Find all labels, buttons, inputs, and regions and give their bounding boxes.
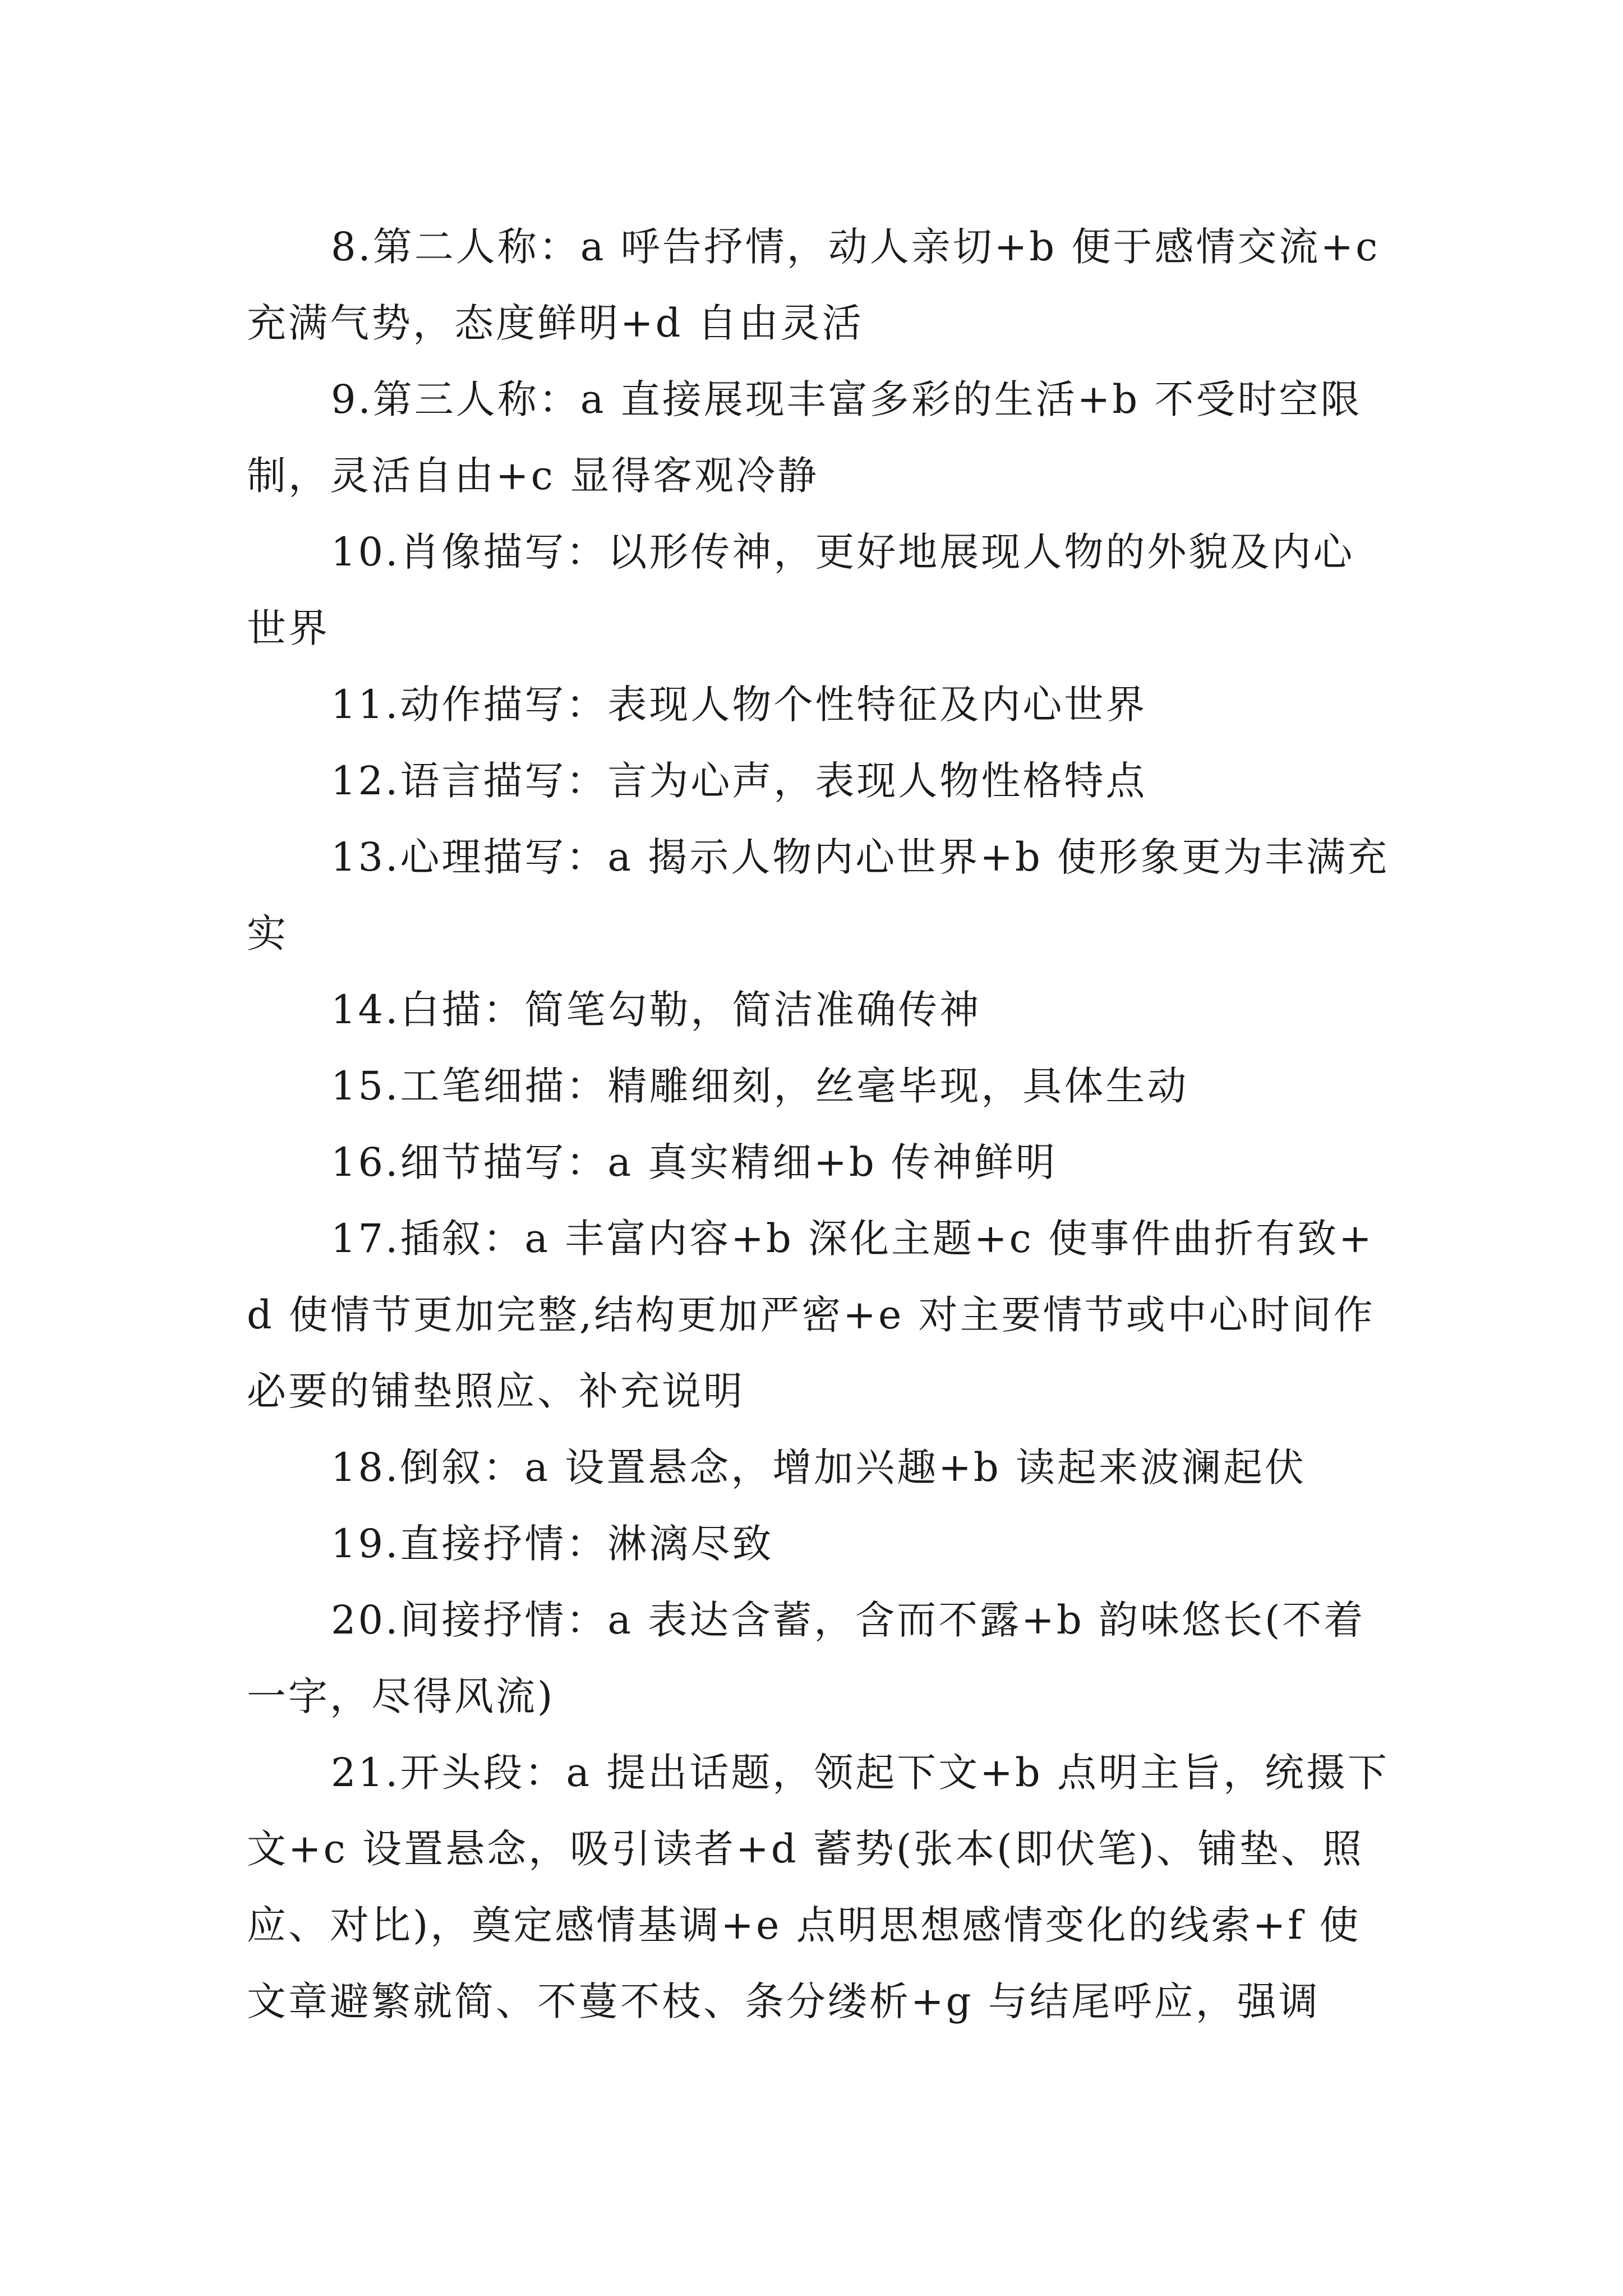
paragraph-9-third-person: 9.第三人称：a 直接展现丰富多彩的生活+b 不受时空限制，灵活自由+c 显得客观冷静 (247, 376, 1362, 499)
paragraph-11-action: 11.动作描写：表现人物个性特征及内心世界 (331, 682, 1147, 728)
paragraph-20-indirect-lyric: 20.间接抒情：a 表达含蓄，含而不露+b 韵味悠长(不着一字，尽得风流) (247, 1597, 1366, 1719)
paragraph-12-language: 12.语言描写：言为心声，表现人物性格特点 (331, 758, 1147, 804)
paragraph-15-detailed-brush: 15.工笔细描：精雕细刻，丝毫毕现，具体生动 (331, 1063, 1189, 1109)
paragraph-21-opening: 21.开头段：a 提出话题，领起下文+b 点明主旨，统摄下文+c 设置悬念，吸引读者+d 蓄势(张本(即伏笔)、铺垫、照应、对比)，奠定感情基调+e 点明思想感情变化的线索+f 使文章避繁就简、不蔓不枝、条分缕析+g 与结尾呼应，强调 (247, 1750, 1390, 2024)
paragraph-14-sketch: 14.白描：简笔勾勒，简洁准确传神 (331, 987, 981, 1033)
paragraph-10-portrait: 10.肖像描写：以形传神，更好地展现人物的外貌及内心世界 (247, 529, 1355, 651)
paragraph-19-direct-lyric: 19.直接抒情：淋漓尽致 (331, 1521, 774, 1567)
paragraph-17-interpolation: 17.插叙：a 丰富内容+b 深化主题+c 使事件曲折有致+d 使情节更加完整,结构更加严密+e 对主要情节或中心时间作必要的铺垫照应、补充说明 (247, 1216, 1375, 1414)
paragraph-8-second-person: 8.第二人称：a 呼告抒情，动人亲切+b 便于感情交流+c 充满气势，态度鲜明+d 自由灵活 (247, 224, 1380, 346)
paragraph-13-psychology: 13.心理描写：a 揭示人物内心世界+b 使形象更为丰满充实 (247, 834, 1390, 956)
paragraph-16-detail: 16.细节描写：a 真实精细+b 传神鲜明 (331, 1139, 1058, 1185)
paragraph-18-flashback: 18.倒叙：a 设置悬念，增加兴趣+b 读起来波澜起伏 (331, 1444, 1307, 1490)
document-body (247, 209, 1391, 2040)
